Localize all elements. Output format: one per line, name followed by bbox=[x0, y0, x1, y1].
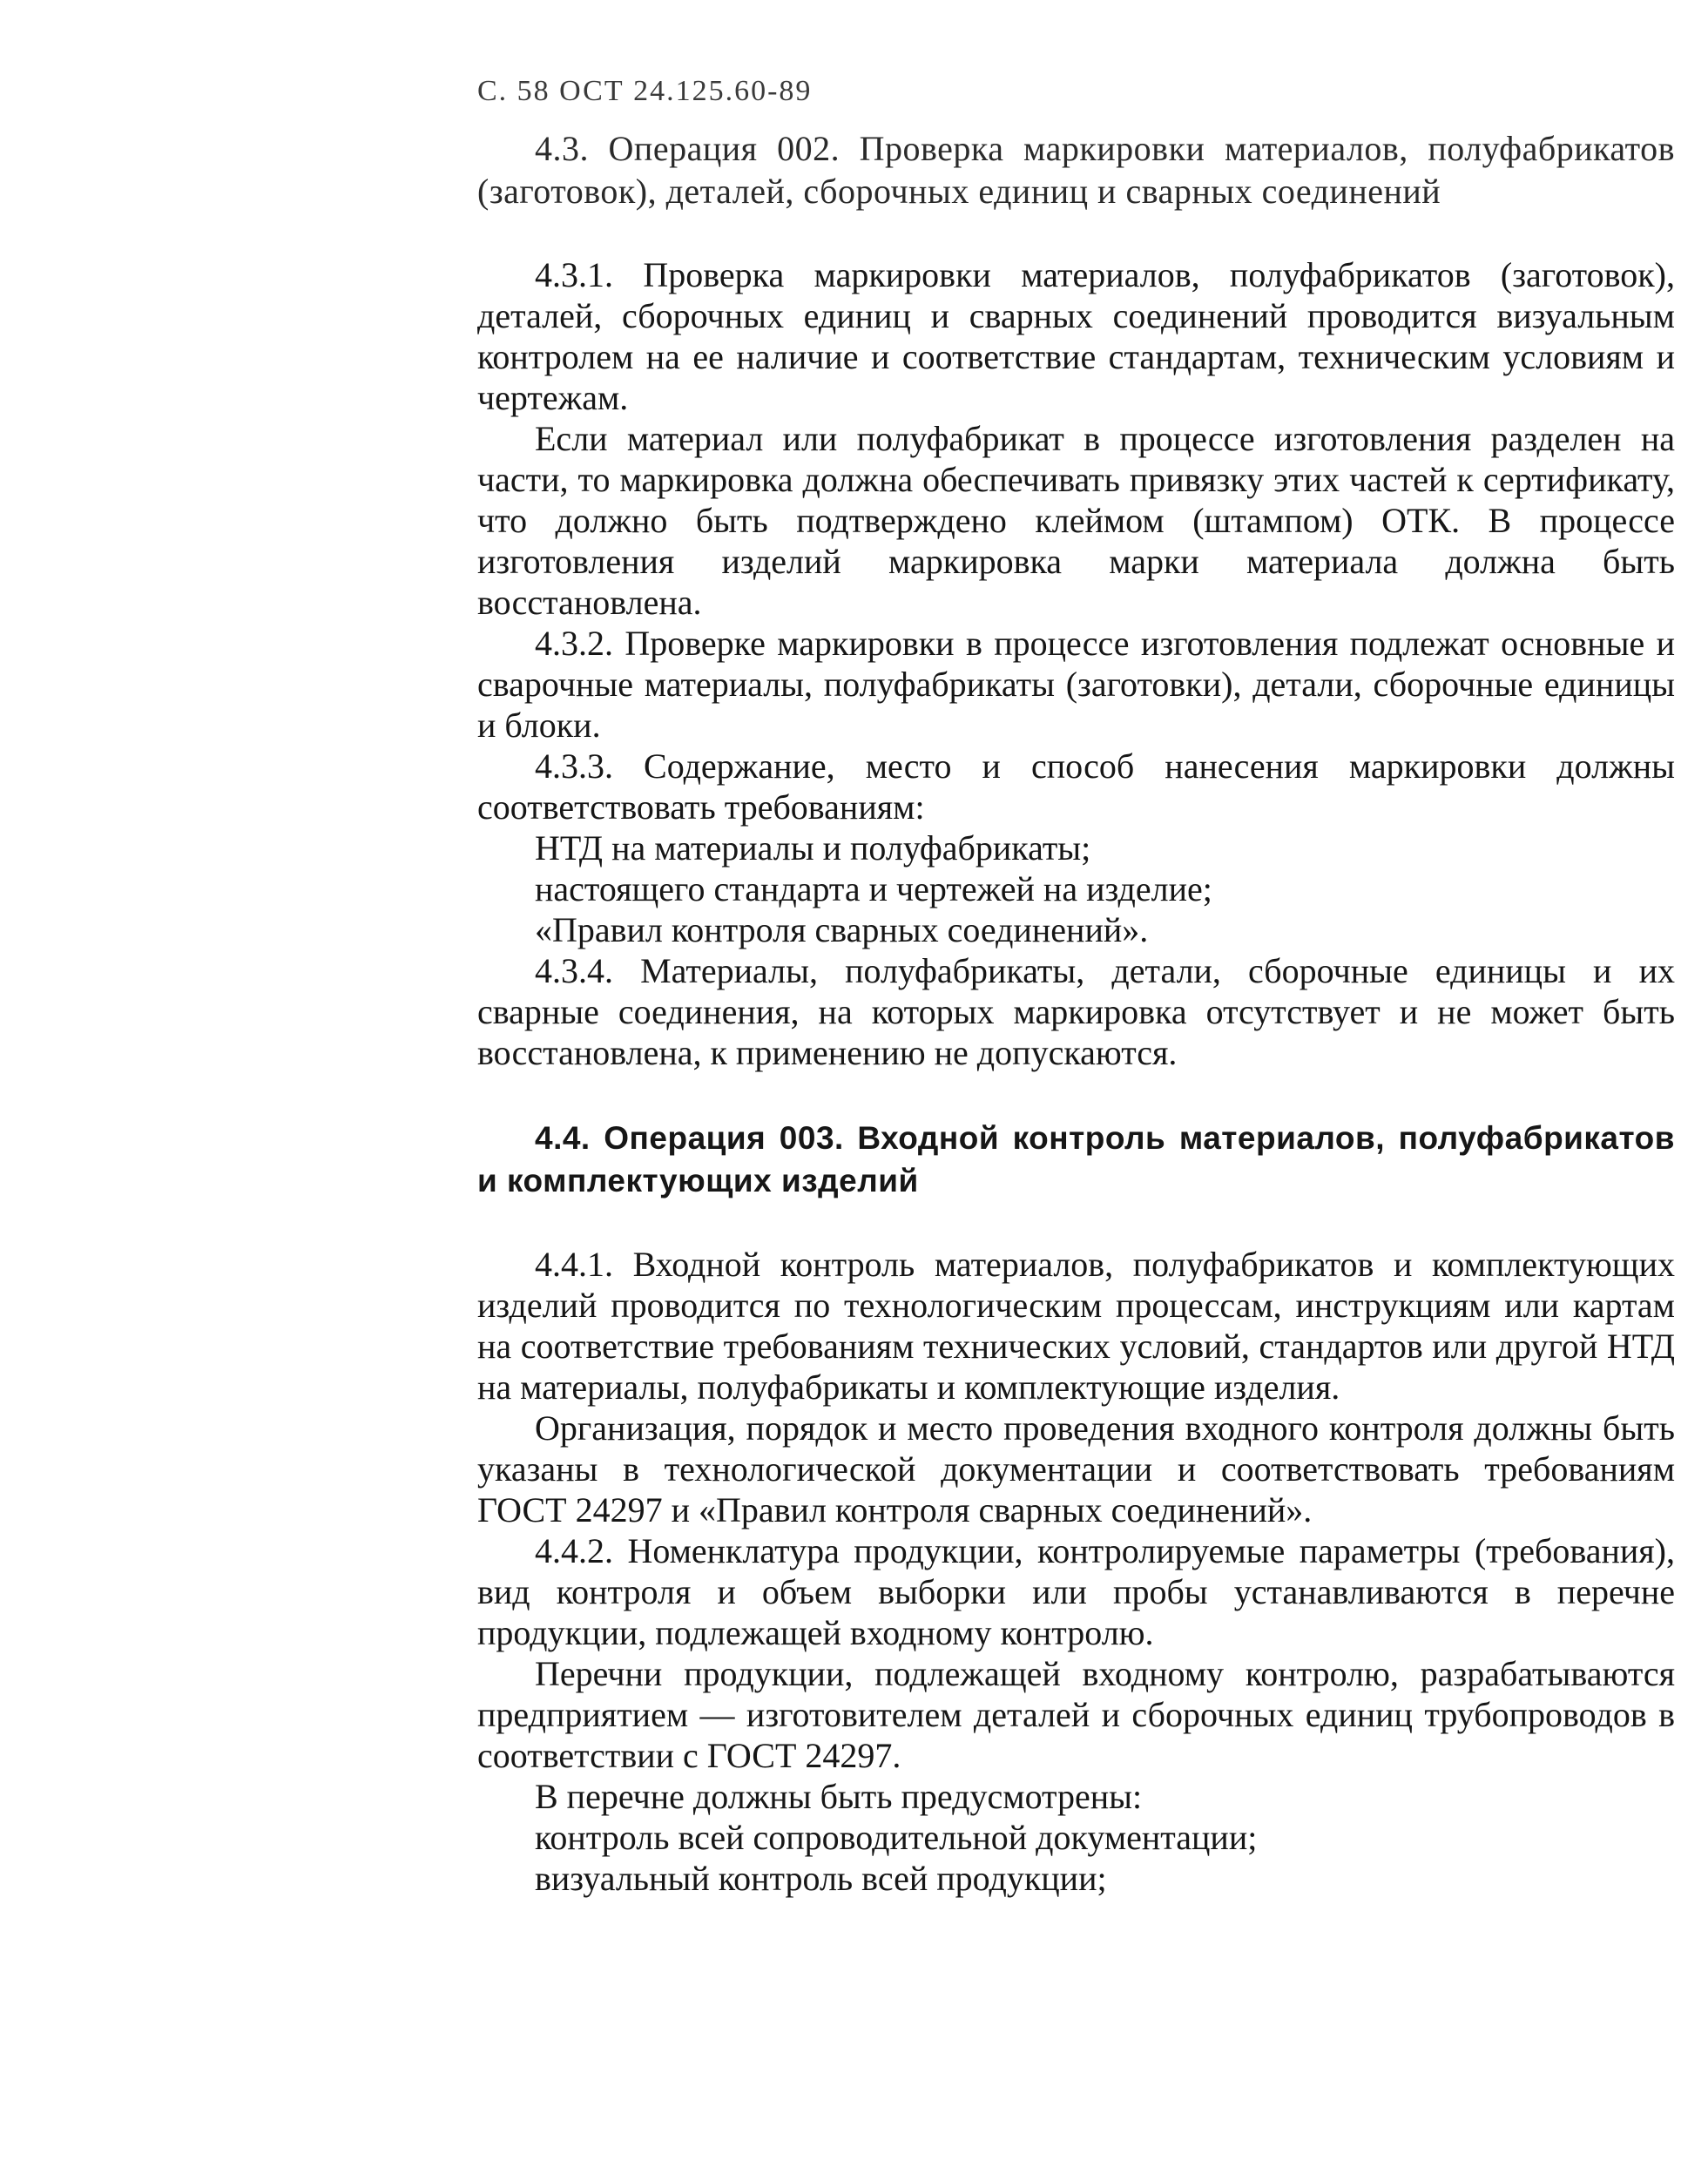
spacer bbox=[477, 213, 1675, 254]
list-item: визуальный контроль всей продукции; bbox=[535, 1859, 1107, 1898]
paragraph-4-3-2: 4.3.2. Проверке маркировки в процессе изготовления подлежат основные и сварочные материалы, полуфабрикаты (заготовки), детали, сборочные единицы и блоки. bbox=[477, 624, 1675, 745]
paragraph-4-3-1: 4.3.1. Проверка маркировки материалов, полуфабрикатов (заготовок), деталей, сборочных единиц и сварных соединений проводится визуальным контролем на ее наличие и соответствие стандартам, техническим условиям и чертежам. bbox=[477, 255, 1675, 417]
paragraph-4-4-1-cont: Организация, порядок и место проведения входного контроля должны быть указаны в технологической документации и соответствовать требованиям ГОСТ 24297 и «Правил контроля сварных соединений». bbox=[477, 1408, 1675, 1529]
paragraph-4-3-3: 4.3.3. Содержание, место и способ нанесения маркировки должны соответствовать требованиям: bbox=[477, 746, 1675, 827]
list-item: «Правил контроля сварных соединений». bbox=[535, 910, 1149, 949]
spacer bbox=[477, 1202, 1675, 1244]
list-item: контроль всей сопроводительной документации; bbox=[535, 1818, 1258, 1857]
paragraph-4-4-2-cont: Перечни продукции, подлежащей входному контролю, разрабатываются предприятием — изготовителем деталей и сборочных единиц трубопроводов в соответствии с ГОСТ 24297. bbox=[477, 1654, 1675, 1775]
section-4-4-title: 4.4. Операция 003. Входной контроль материалов, полуфабрикатов и комплектующих изделий bbox=[477, 1120, 1675, 1199]
document-page bbox=[477, 71, 1675, 1899]
section-4-3-title: 4.3. Операция 002. Проверка маркировки материалов, полуфабрикатов (заготовок), деталей, сборочных единиц и сварных соединений bbox=[477, 129, 1675, 211]
spacer bbox=[477, 1073, 1675, 1117]
page-header: С. 58 ОСТ 24.125.60-89 bbox=[477, 75, 813, 107]
paragraph-4-4-2: 4.4.2. Номенклатура продукции, контролируемые параметры (требования), вид контроля и объем выборки или пробы устанавливаются в перечне продукции, подлежащей входному контролю. bbox=[477, 1531, 1675, 1652]
paragraph-4-3-4: 4.3.4. Материалы, полуфабрикаты, детали, сборочные единицы и их сварные соединения, на которых маркировка отсутствует и не может быть восстановлена, к применению не допускаются. bbox=[477, 951, 1675, 1072]
paragraph-4-3-1-cont: Если материал или полуфабрикат в процессе изготовления разделен на части, то маркировка должна обеспечивать привязку этих частей к сертификату, что должно быть подтверждено клеймом (штампом) ОТК. В процессе изготовления изделий маркировка марки материала должна быть восстановлена. bbox=[477, 419, 1675, 622]
paragraph-4-4-1: 4.4.1. Входной контроль материалов, полуфабрикатов и комплектующих изделий проводится по технологическим процессам, инструкциям или картам на соответствие требованиям технических условий, стандартов или другой НТД на материалы, полуфабрикаты и комплектующие изделия. bbox=[477, 1245, 1675, 1407]
list-item: настоящего стандарта и чертежей на изделие; bbox=[535, 869, 1212, 908]
list-item: НТД на материалы и полуфабрикаты; bbox=[535, 828, 1091, 868]
paragraph-4-4-2-list-intro: В перечне должны быть предусмотрены: bbox=[535, 1777, 1143, 1816]
